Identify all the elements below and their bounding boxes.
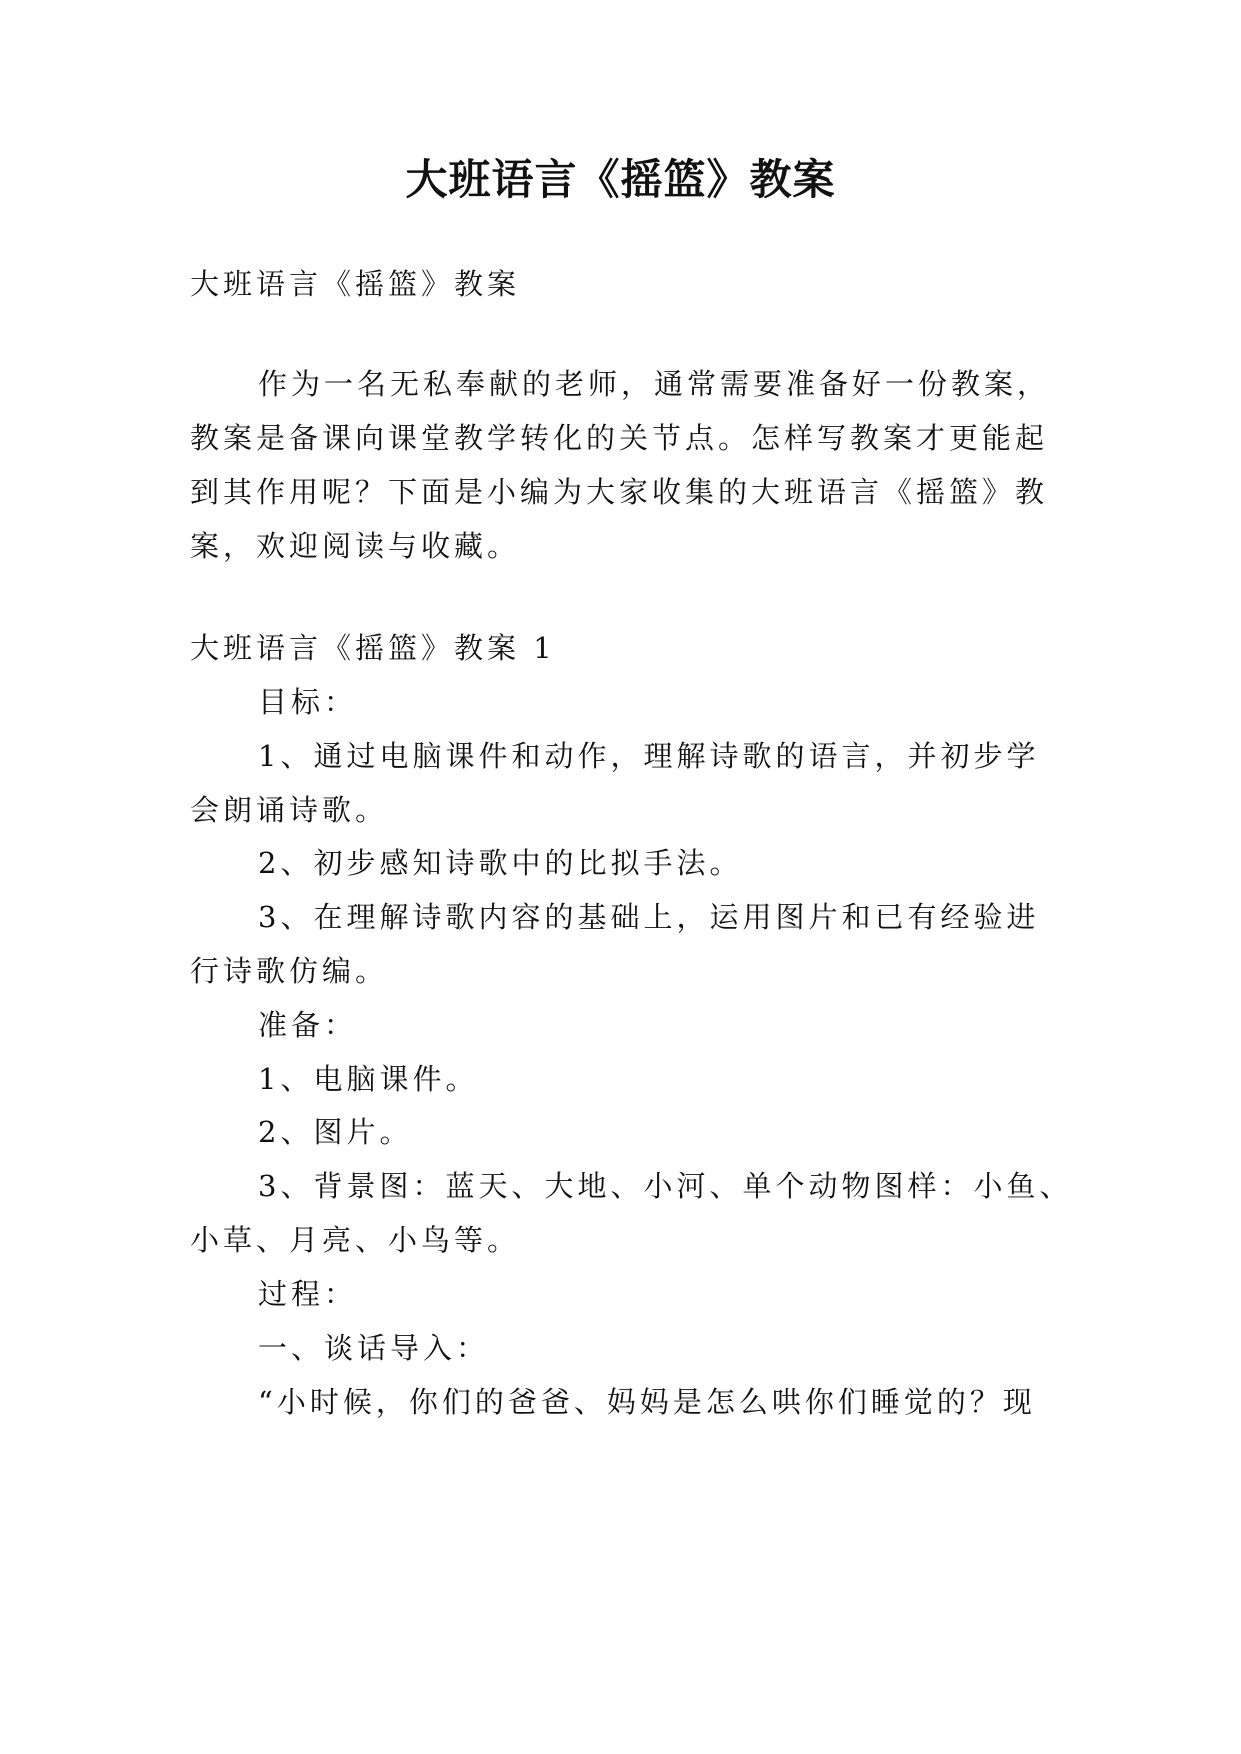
goal-3-line-1: 3、在理解诗歌内容的基础上，运用图片和已有经验进 bbox=[258, 900, 1040, 934]
goal-2: 2、初步感知诗歌中的比拟手法。 bbox=[258, 846, 743, 880]
preparation-2: 2、图片。 bbox=[258, 1115, 413, 1149]
intro-line-2: 教案是备课向课堂教学转化的关节点。怎样写教案才更能起 bbox=[190, 421, 1049, 455]
preparation-1: 1、电脑课件。 bbox=[258, 1062, 479, 1096]
subtitle-line: 大班语言《摇篮》教案 bbox=[190, 267, 521, 301]
dialogue-line: “小时候，你们的爸爸、妈妈是怎么哄你们睡觉的？现 bbox=[258, 1385, 1036, 1419]
preparation-3-line-2: 小草、月亮、小鸟等。 bbox=[190, 1223, 521, 1257]
goal-1-line-2: 会朗诵诗歌。 bbox=[190, 793, 389, 827]
intro-line-3: 到其作用呢？下面是小编为大家收集的大班语言《摇篮》教 bbox=[190, 475, 1049, 509]
document-title: 大班语言《摇篮》教案 bbox=[405, 155, 836, 204]
intro-line-1: 作为一名无私奉献的老师，通常需要准备好一份教案， bbox=[258, 367, 1051, 401]
process-label: 过程： bbox=[258, 1277, 358, 1311]
process-step-1: 一、谈话导入： bbox=[258, 1331, 490, 1365]
goals-label: 目标： bbox=[258, 685, 358, 719]
goal-1-line-1: 1、通过电脑课件和动作，理解诗歌的语言，并初步学 bbox=[258, 739, 1040, 773]
goal-3-line-2: 行诗歌仿编。 bbox=[190, 954, 389, 988]
preparation-label: 准备： bbox=[258, 1008, 358, 1042]
preparation-3-line-1: 3、背景图：蓝天、大地、小河、单个动物图样：小鱼、 bbox=[258, 1169, 1073, 1203]
intro-line-4: 案，欢迎阅读与收藏。 bbox=[190, 529, 521, 563]
section-heading: 大班语言《摇篮》教案 1 bbox=[190, 631, 556, 665]
